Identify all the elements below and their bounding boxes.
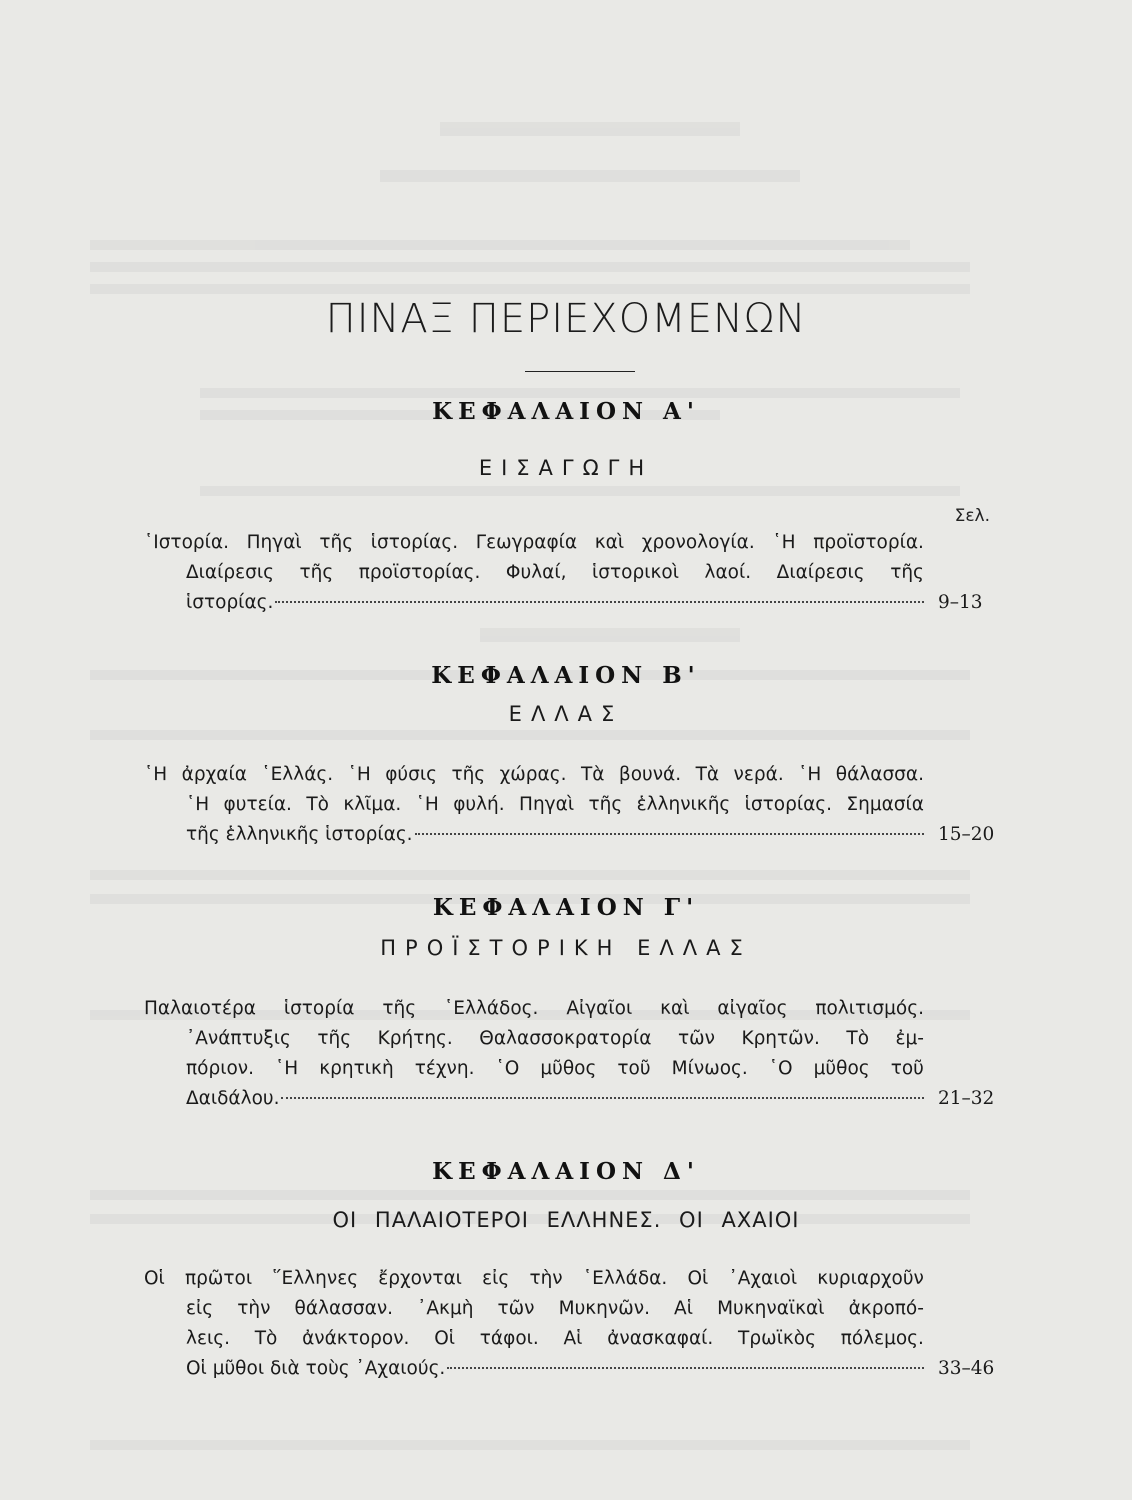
chapter-3-line-2: [186, 1026, 924, 1052]
entry-word: πολιτισμός.: [815, 998, 924, 1019]
entry-word: φυτεία.: [223, 794, 292, 815]
entry-word: ἀνάκτορον.: [302, 1328, 410, 1349]
chapter-2-pages: 15–20: [938, 824, 995, 845]
chapter-3-pages: 21–32: [938, 1088, 995, 1109]
entry-word: νερά.: [733, 764, 784, 785]
chapter-3-line-3: [186, 1056, 924, 1082]
entry-word: Μυκηναϊκαὶ: [717, 1298, 825, 1319]
chapter-4-line-last: [186, 1356, 924, 1382]
entry-word: Οἱ: [434, 1328, 456, 1349]
entry-word: Πηγαὶ: [519, 794, 575, 815]
entry-word: λαοί.: [704, 562, 752, 583]
entry-word: Γεωγραφία: [475, 532, 578, 553]
entry-word: καὶ: [660, 998, 690, 1019]
chapter-2-line-last: [186, 822, 924, 848]
chapter-4-heading: ΚΕΦΑΛΑΙΟΝ Δ': [432, 1158, 700, 1185]
dot-leader: [415, 833, 924, 835]
entry-word: Οἱ: [144, 1268, 165, 1289]
entry-word: εἰς: [186, 1298, 214, 1319]
entry-word: ἱστορικοὶ: [592, 562, 679, 583]
chapter-2-last-text: τῆς ἑλληνικῆς ἱστορίας.: [186, 824, 413, 845]
chapter-1-pages: 9–13: [938, 592, 983, 613]
entry-word: Τὸ: [846, 1028, 870, 1049]
entry-word: βουνά.: [618, 764, 682, 785]
entry-word: μῦθος: [813, 1058, 870, 1079]
entry-word: ῾Η: [186, 794, 210, 815]
entry-word: τῆς: [588, 794, 623, 815]
chapter-3-line-last: [186, 1086, 924, 1112]
entry-word: Σημασία: [846, 794, 924, 815]
entry-word: φυλή.: [453, 794, 505, 815]
page-column-label: Σελ.: [954, 506, 990, 526]
entry-word: Διαίρεσις: [186, 562, 274, 583]
entry-word: θάλασσαν.: [294, 1298, 394, 1319]
chapter-3-line-1: [144, 996, 924, 1022]
entry-word: ἐμ-: [895, 1028, 924, 1049]
entry-word: ᾿Ανάπτυξις: [186, 1028, 291, 1049]
entry-word: τοῦ: [617, 1058, 651, 1079]
entry-word: τάφοι.: [479, 1328, 539, 1349]
entry-word: τῆς: [382, 998, 417, 1019]
chapter-2-subtitle: ΕΛΛΑΣ: [508, 702, 624, 726]
chapter-1-line-2: [186, 560, 924, 586]
chapter-4-subtitle: ΟΙ ΠΑΛΑΙΟΤΕΡΟΙ ΕΛΛΗΝΕΣ. ΟΙ ΑΧΑΙΟΙ: [332, 1208, 800, 1232]
entry-word: Παλαιοτέρα: [144, 998, 256, 1019]
entry-word: ῾Η: [144, 764, 168, 785]
chapter-1-line-1: [144, 530, 924, 556]
entry-word: τῆς: [451, 764, 486, 785]
chapter-1-last-text: ἱστορίας.: [186, 592, 274, 613]
entry-word: ἀρχαία: [181, 764, 247, 785]
dot-leader: [275, 601, 924, 603]
entry-word: τῆς: [317, 1028, 352, 1049]
entry-word: ἱστορίας.: [370, 532, 459, 553]
entry-word: αἰγαῖος: [717, 998, 788, 1019]
entry-word: κυριαρχοῦν: [817, 1268, 924, 1289]
entry-word: Φυλαί,: [505, 562, 567, 583]
chapter-4-line-3: [186, 1326, 924, 1352]
entry-word: ᾿Αχαιοὶ: [728, 1268, 798, 1289]
chapter-4-line-2: [186, 1296, 924, 1322]
chapter-4-pages: 33–46: [938, 1358, 995, 1379]
entry-word: ῾Η: [415, 794, 439, 815]
dot-leader: [447, 1367, 924, 1369]
chapter-4-last-text: Οἱ μῦθοι διὰ τοὺς ᾿Αχαιούς.: [186, 1358, 446, 1379]
entry-word: ῾Ελλάδα.: [582, 1268, 668, 1289]
entry-word: πόλεμος.: [840, 1328, 924, 1349]
entry-word: θάλασσα.: [835, 764, 924, 785]
entry-word: ῾Ελλάδος.: [444, 998, 539, 1019]
chapter-4-line-1: [144, 1266, 924, 1292]
entry-word: κρητικὴ: [319, 1058, 394, 1079]
chapter-3-heading: ΚΕΦΑΛΑΙΟΝ Γ': [432, 894, 700, 921]
dot-leader: [281, 1097, 924, 1099]
entry-word: ἀκροπό-: [848, 1298, 924, 1319]
entry-word: Μυκηνῶν.: [558, 1298, 650, 1319]
entry-word: ῾Ελλάς.: [261, 764, 334, 785]
entry-word: Τὰ: [695, 764, 720, 785]
entry-word: λεις.: [186, 1328, 230, 1349]
entry-word: ἔρχονται: [378, 1268, 462, 1289]
chapter-1-subtitle: ΕΙΣΑΓΩΓΗ: [478, 456, 654, 480]
entry-word: Αἱ: [674, 1298, 693, 1319]
entry-word: χώρας.: [499, 764, 567, 785]
entry-word: τῶν: [677, 1028, 715, 1049]
entry-word: ἀνασκαφαί.: [607, 1328, 714, 1349]
entry-word: Πηγαὶ: [246, 532, 302, 553]
chapter-2-heading: ΚΕΦΑΛΑΙΟΝ Β': [431, 662, 701, 689]
entry-word: ῾Ο: [495, 1058, 520, 1079]
entry-word: πόριον.: [186, 1058, 254, 1079]
entry-word: τοῦ: [890, 1058, 924, 1079]
entry-word: ῾Η: [347, 764, 371, 785]
entry-word: τέχνη.: [414, 1058, 475, 1079]
entry-word: ἱστορίας.: [744, 794, 833, 815]
entry-word: προϊστορίας.: [358, 562, 481, 583]
entry-word: ῾Ο: [768, 1058, 793, 1079]
entry-word: τὴν: [237, 1298, 271, 1319]
entry-word: ἱστορία: [283, 998, 355, 1019]
chapter-3-subtitle: ΠΡΟΪΣΤΟΡΙΚΗ ΕΛΛΑΣ: [380, 936, 752, 960]
entry-word: χρονολογία.: [641, 532, 755, 553]
entry-word: τὴν: [529, 1268, 563, 1289]
entry-word: Κρητῶν.: [741, 1028, 820, 1049]
entry-word: τῶν: [497, 1298, 535, 1319]
entry-word: Οἱ: [687, 1268, 709, 1289]
entry-word: ᾿Ακμὴ: [417, 1298, 474, 1319]
entry-word: ῾Η: [275, 1058, 299, 1079]
entry-word: τῆς: [299, 562, 334, 583]
entry-word: Κρήτης.: [377, 1028, 453, 1049]
entry-word: καὶ: [594, 532, 625, 553]
entry-word: Τὰ: [580, 764, 605, 785]
chapter-3-last-text: Δαιδάλου.: [186, 1088, 280, 1109]
entry-word: Θαλασσοκρατορία: [479, 1028, 652, 1049]
entry-word: ῞Ελληνες: [272, 1268, 359, 1289]
entry-word: Τρωϊκὸς: [738, 1328, 816, 1349]
chapter-2-line-2: [186, 792, 924, 818]
entry-word: πρῶτοι: [185, 1268, 253, 1289]
page-title: ΠΙΝΑΞ ΠΕΡΙΕΧΟΜΕΝΩΝ: [325, 296, 807, 342]
title-divider: [525, 371, 635, 372]
entry-word: τῆς: [319, 532, 354, 553]
chapter-2-line-1: [144, 762, 924, 788]
entry-word: ῾Η: [798, 764, 822, 785]
chapter-1-line-last: [186, 590, 924, 616]
entry-word: Τὸ: [254, 1328, 278, 1349]
chapter-1-heading: ΚΕΦΑΛΑΙΟΝ Α': [432, 398, 700, 425]
entry-word: ῾Ιστορία.: [144, 532, 229, 553]
entry-word: Αἰγαῖοι: [566, 998, 633, 1019]
entry-word: κλῖμα.: [343, 794, 402, 815]
entry-word: Αἱ: [563, 1328, 583, 1349]
entry-word: εἰς: [482, 1268, 510, 1289]
entry-word: Τὸ: [306, 794, 329, 815]
entry-word: Μίνωος.: [671, 1058, 748, 1079]
entry-word: ῾Η: [772, 532, 796, 553]
entry-word: φύσις: [385, 764, 437, 785]
entry-word: Διαίρεσις: [776, 562, 865, 583]
entry-word: μῦθος: [540, 1058, 597, 1079]
entry-word: ἑλληνικῆς: [636, 794, 731, 815]
entry-word: προϊστορία.: [813, 532, 924, 553]
entry-word: τῆς: [890, 562, 924, 583]
